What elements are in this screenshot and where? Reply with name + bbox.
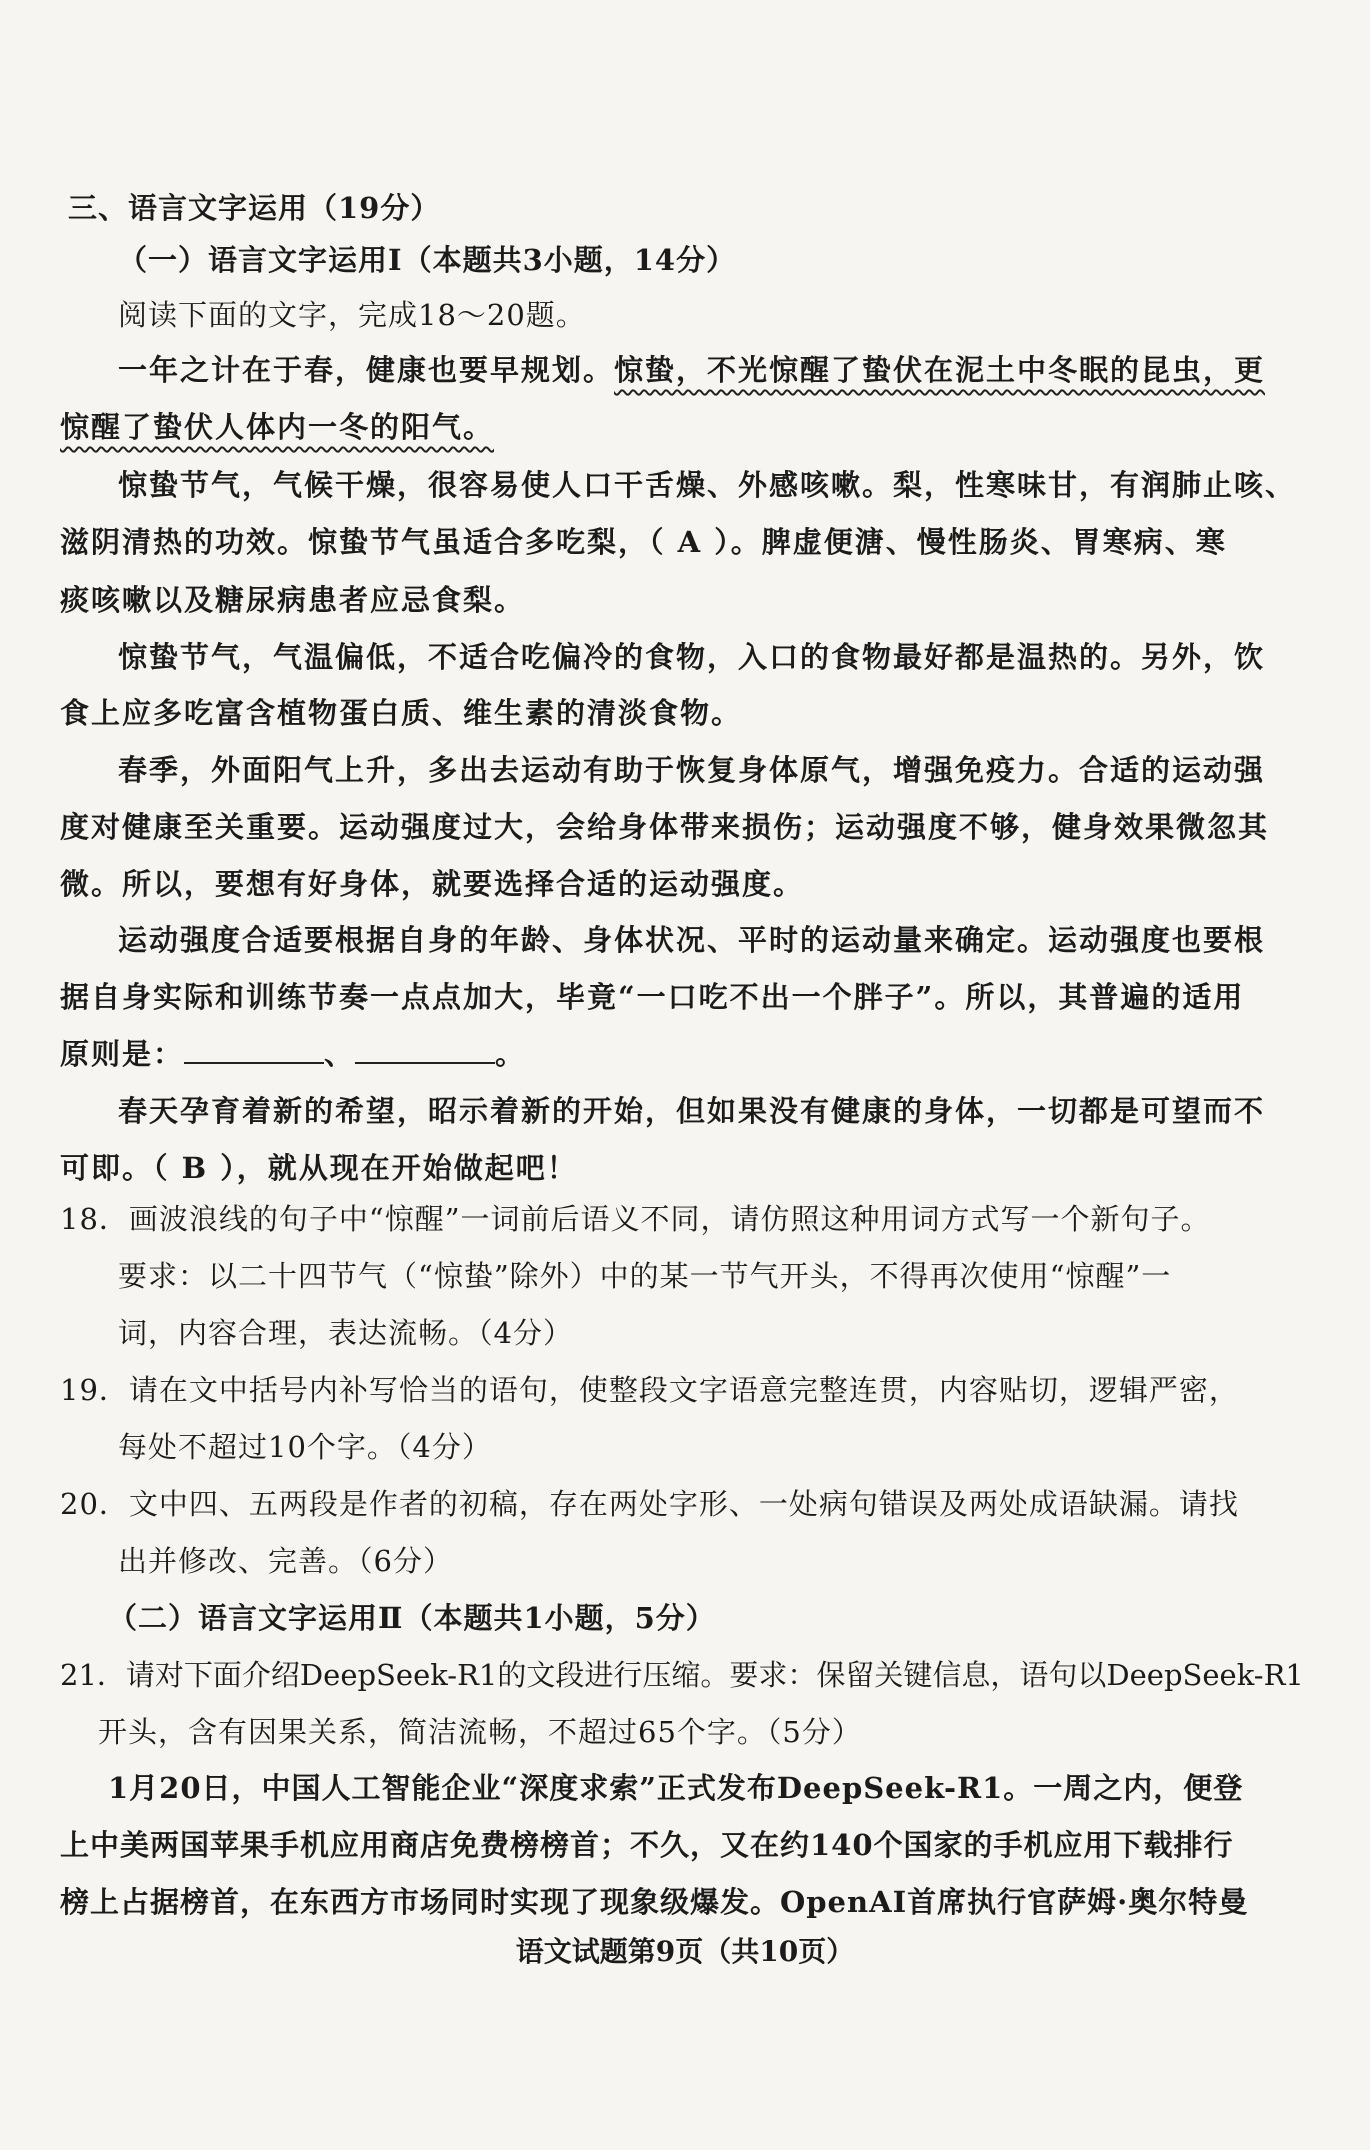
passage-p4-line1: 春季，外面阳气上升，多出去运动有助于恢复身体原气，增强免疫力。合适的运动强: [118, 753, 1266, 787]
part2-heading: （二）语言文字运用Ⅱ（本题共1小题，5分）: [108, 1601, 716, 1635]
question-19-line1: 19．请在文中括号内补写恰当的语句，使整段文字语意完整连贯，内容贴切，逻辑严密，: [60, 1373, 1239, 1407]
passage-p3-line2: 食上应多吃富含植物蛋白质、维生素的清淡食物。: [60, 696, 743, 730]
question-21-line2: 开头，含有因果关系，简洁流畅，不超过65个字。（5分）: [98, 1715, 862, 1749]
fill-blank-2: [355, 1036, 495, 1064]
part1-heading: （一）语言文字运用Ⅰ（本题共3小题，14分）: [118, 243, 737, 277]
section-heading: 三、语言文字运用（19分）: [68, 191, 441, 225]
principle-label: 原则是：: [60, 1037, 185, 1071]
question-21-line1: 21．请对下面介绍DeepSeek-R1的文段进行压缩。要求：保留关键信息，语句以DeepSeek-R1: [60, 1658, 1304, 1692]
reading-instruction: 阅读下面的文字，完成18～20题。: [118, 298, 586, 332]
passage-p4-line3: 微。所以，要想有好身体，就要选择合适的运动强度。: [60, 867, 805, 901]
passage-p1-line2: [60, 407, 494, 447]
blank-separator: 、: [324, 1037, 356, 1071]
wavy-underlined-sentence-part1: 惊蛰，不光惊醒了蛰伏在泥土中冬眠的昆虫，更: [614, 353, 1266, 387]
article-line2: 上中美两国苹果手机应用商店免费榜榜首；不久，又在约140个国家的手机应用下载排行: [60, 1828, 1234, 1862]
passage-p2-line1: 惊蛰节气，气候干燥，很容易使人口干舌燥、外感咳嗽。梨，性寒味甘，有润肺止咳、: [118, 468, 1297, 502]
blank-end-period: 。: [495, 1037, 527, 1071]
question-18-line2: 要求：以二十四节气（“惊蛰”除外）中的某一节气开头，不得再次使用“惊醒”一: [118, 1259, 1172, 1293]
passage-p5-line3: [60, 1034, 526, 1074]
passage-p3-line1: 惊蛰节气，气温偏低，不适合吃偏冷的食物，入口的食物最好都是温热的。另外，饮: [118, 640, 1266, 674]
passage-p6-line2: 可即。（ B ），就从现在开始做起吧！: [60, 1151, 578, 1185]
question-19-line2: 每处不超过10个字。（4分）: [118, 1430, 492, 1464]
passage-p6-line1: 春天孕育着新的希望，昭示着新的开始，但如果没有健康的身体，一切都是可望而不: [118, 1094, 1266, 1128]
passage-p1-line1: [118, 350, 1265, 390]
passage-p2-line3: 痰咳嗽以及糖尿病患者应忌食梨。: [60, 583, 526, 617]
passage-p2-line2: 滋阴清热的功效。惊蛰节气虽适合多吃梨，（ A ）。脾虚便溏、慢性肠炎、胃寒病、寒: [60, 525, 1227, 559]
question-20-line2: 出并修改、完善。（6分）: [118, 1544, 453, 1578]
passage-p4-line2: 度对健康至关重要。运动强度过大，会给身体带来损伤；运动强度不够，健身效果微忽其: [60, 810, 1270, 844]
fill-blank-1: [184, 1036, 324, 1064]
page-footer: 语文试题第9页（共10页）: [515, 1935, 855, 1968]
question-18-line1: 18．画波浪线的句子中“惊醒”一词前后语义不同，请仿照这种用词方式写一个新句子。: [60, 1202, 1211, 1236]
question-20-line1: 20．文中四、五两段是作者的初稿，存在两处字形、一处病句错误及两处成语缺漏。请找: [60, 1487, 1239, 1521]
article-line3: 榜上占据榜首，在东西方市场同时实现了现象级爆发。OpenAI首席执行官萨姆·奥尔特曼: [60, 1885, 1249, 1919]
passage-p5-line2: 据自身实际和训练节奏一点点加大，毕竟“一口吃不出一个胖子”。所以，其普遍的适用: [60, 980, 1245, 1014]
article-line1: 1月20日，中国人工智能企业“深度求索”正式发布DeepSeek-R1。一周之内，便登: [108, 1771, 1244, 1805]
question-18-line3: 词，内容合理，表达流畅。（4分）: [118, 1316, 573, 1350]
wavy-underlined-sentence-part2: 惊醒了蛰伏人体内一冬的阳气。: [60, 410, 495, 444]
passage-p1-intro: 一年之计在于春，健康也要早规划。: [118, 353, 615, 387]
passage-p5-line1: 运动强度合适要根据自身的年龄、身体状况、平时的运动量来确定。运动强度也要根: [118, 923, 1266, 957]
